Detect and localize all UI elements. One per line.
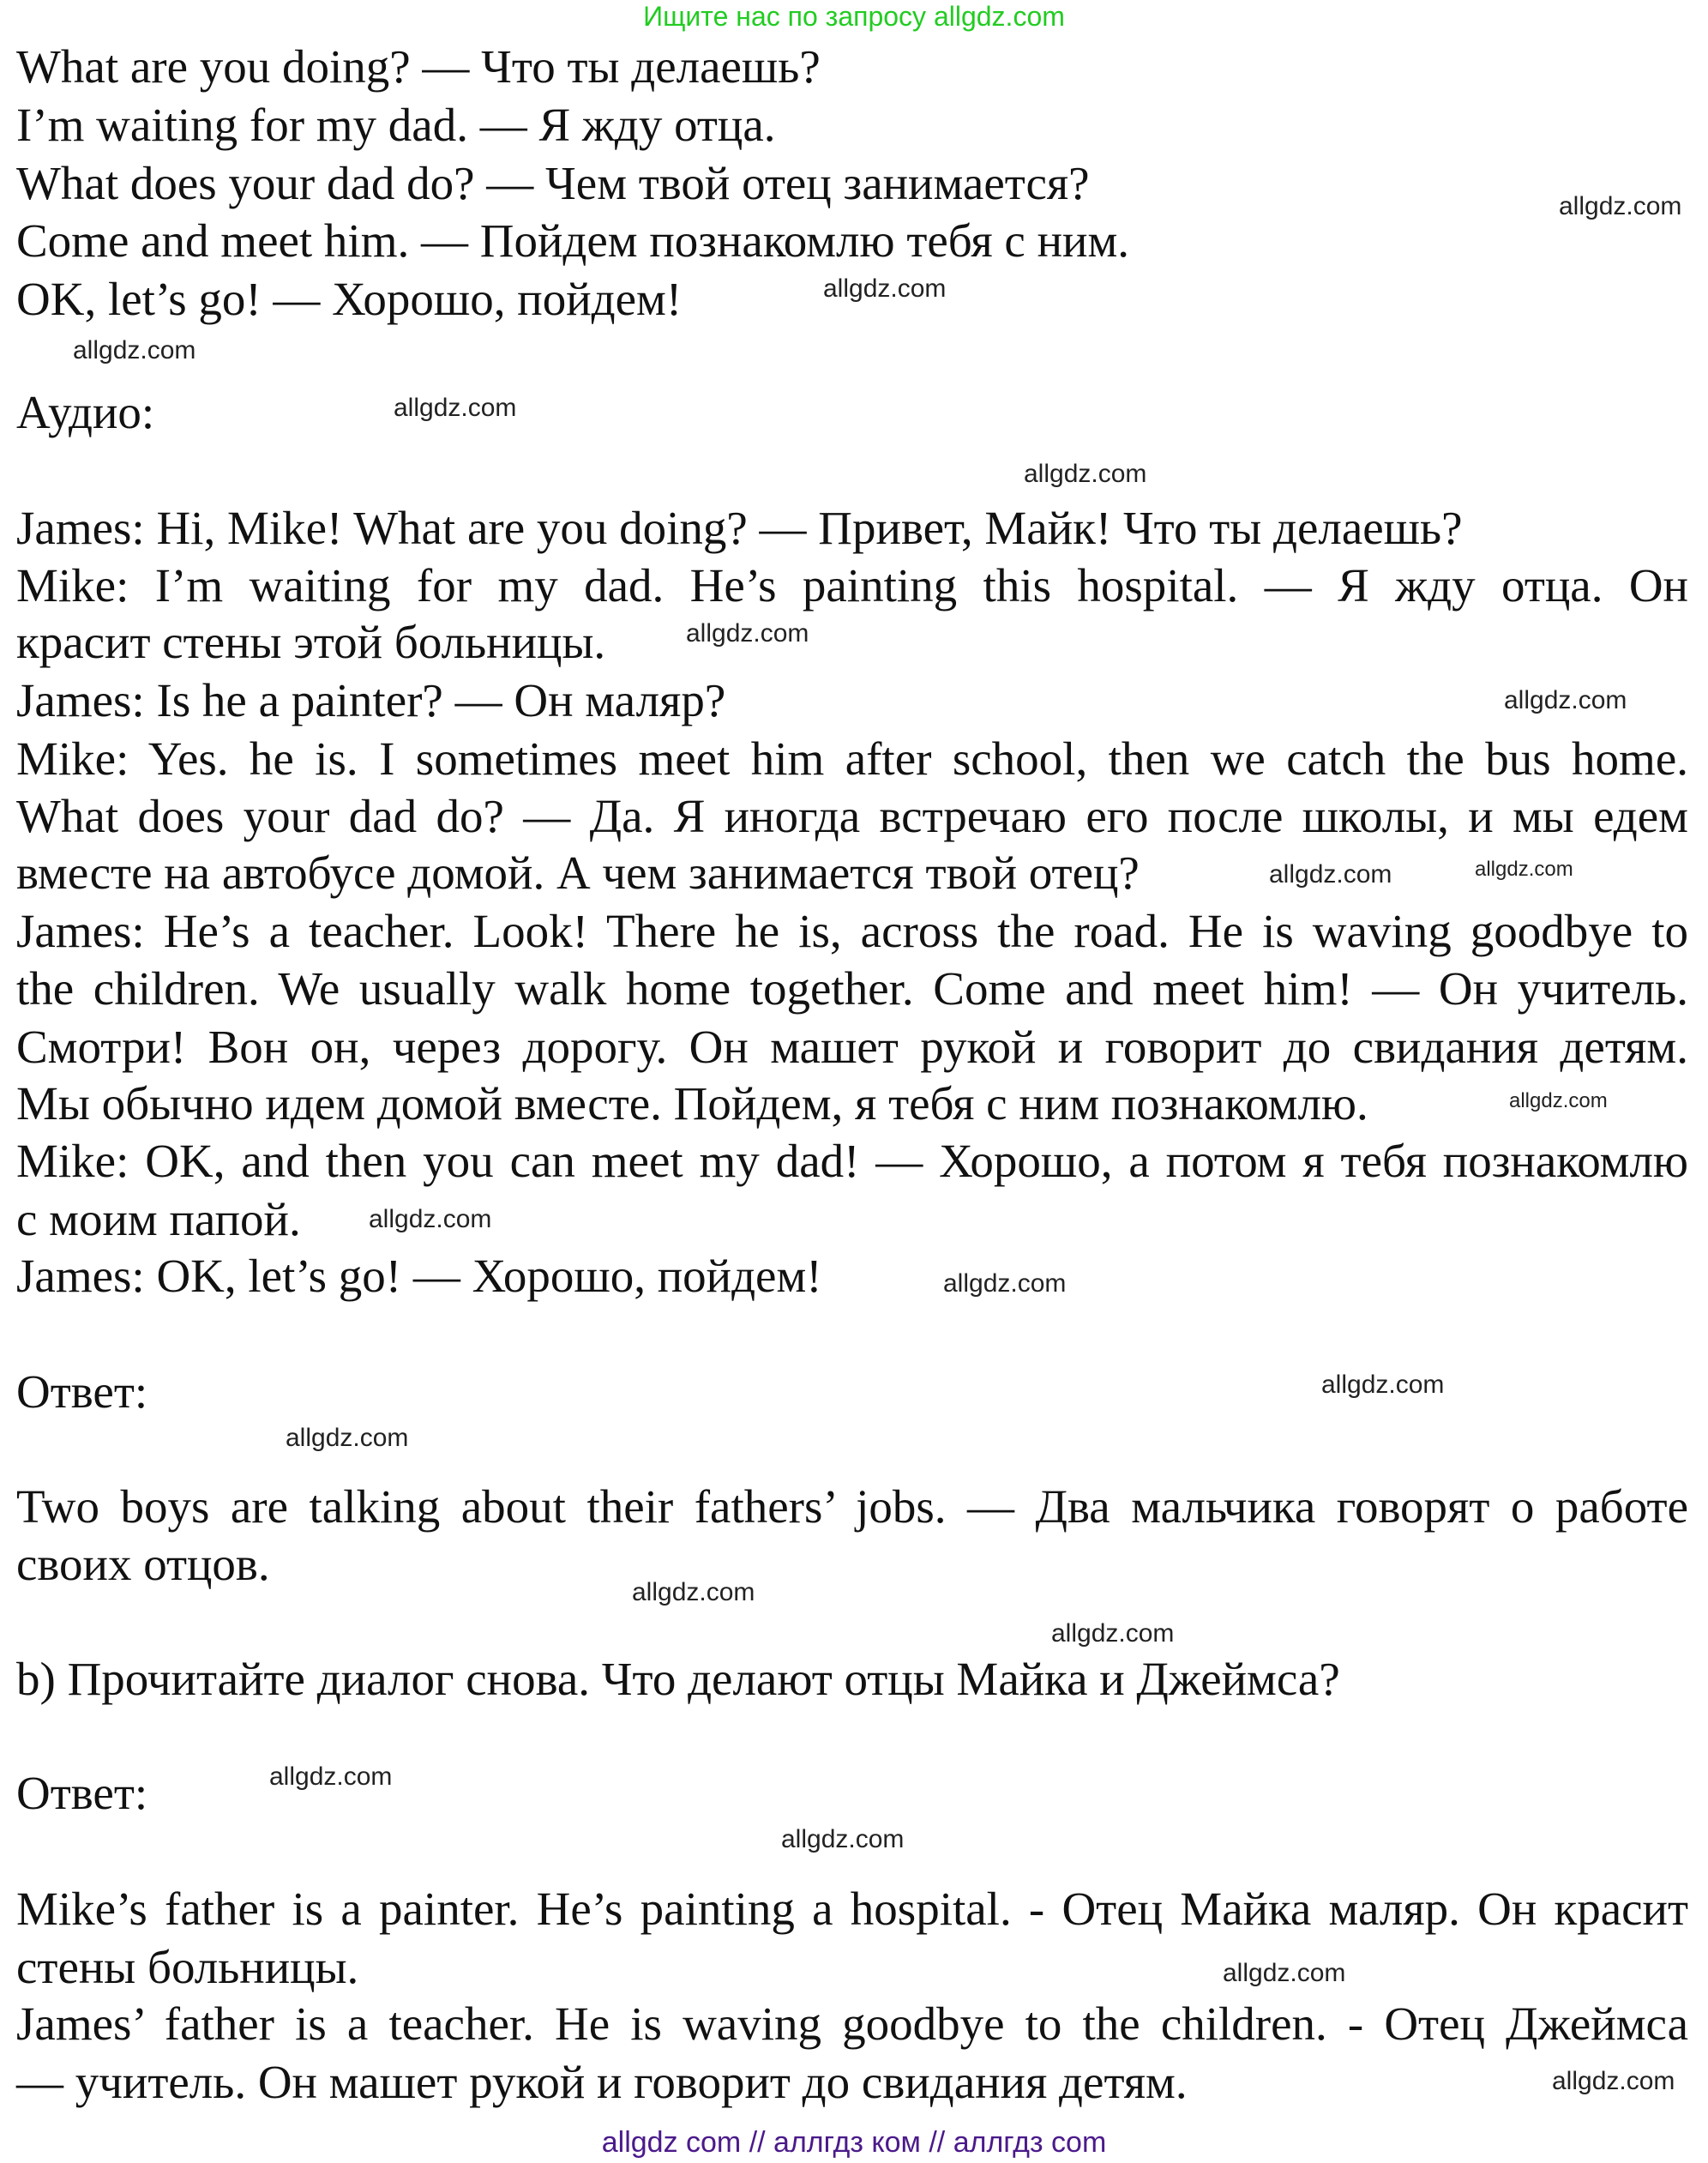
text-line: Mike: I’m waiting for my dad. He’s painting this hospital. — Я жду отца. Он <box>16 559 1688 612</box>
watermark: allgdz.com <box>781 1825 905 1853</box>
watermark: allgdz.com <box>1321 1371 1445 1399</box>
text-line: — учитель. Он машет рукой и говорит до свидания детям. <box>16 2056 1188 2108</box>
watermark: allgdz.com <box>1051 1619 1175 1648</box>
watermark: allgdz.com <box>1024 460 1147 488</box>
header-banner: Ищите нас по запросу allgdz.com <box>643 1 1065 32</box>
text-line: I’m waiting for my dad. — Я жду отца. <box>16 99 776 151</box>
watermark: allgdz.com <box>823 274 947 303</box>
text-line: What does your dad do? — Да. Я иногда встречаю его после школы, и мы едем <box>16 790 1688 842</box>
watermark: allgdz.com <box>1552 2067 1675 2095</box>
text-line: своих отцов. <box>16 1538 270 1590</box>
text-line: Mike: Yes. he is. I sometimes meet him after school, then we catch the bus home. <box>16 732 1688 785</box>
text-line: OK, let’s go! — Хорошо, пойдем! <box>16 273 683 325</box>
text-line: Mike’s father is a painter. He’s painting a hospital. - Отец Майка маляр. Он красит <box>16 1883 1688 1935</box>
watermark: allgdz.com <box>1475 858 1573 881</box>
text-line: What are you doing? — Что ты делаешь? <box>16 40 821 93</box>
text-line: Two boys are talking about their fathers’ jobs. — Два мальчика говорят о работе <box>16 1480 1688 1533</box>
watermark: allgdz.com <box>1509 1089 1608 1112</box>
text-line: Смотри! Вон он, через дорогу. Он машет рукой и говорит до свидания детям. <box>16 1021 1688 1073</box>
text-line: Мы обычно идем домой вместе. Пойдем, я тебя с ним познакомлю. <box>16 1077 1368 1130</box>
watermark: allgdz.com <box>286 1424 409 1452</box>
watermark: allgdz.com <box>1559 192 1682 220</box>
watermark: allgdz.com <box>269 1762 393 1791</box>
watermark: allgdz.com <box>369 1205 492 1233</box>
watermark: allgdz.com <box>943 1269 1067 1298</box>
watermark: allgdz.com <box>632 1578 755 1606</box>
text-line: What does your dad do? — Чем твой отец занимается? <box>16 157 1090 209</box>
text-line: стены больницы. <box>16 1941 359 1993</box>
footer-banner: allgdz com // аллгдз ком // аллгдз com <box>601 2126 1107 2159</box>
text-line: the children. We usually walk home together. Come and meet him! — Он учитель. <box>16 962 1688 1015</box>
section-heading-audio: Аудио: <box>16 386 155 438</box>
watermark: allgdz.com <box>1504 686 1627 714</box>
text-line: Come and meet him. — Пойдем познакомлю тебя с ним. <box>16 214 1130 267</box>
text-line: красит стены этой больницы. <box>16 616 606 668</box>
watermark: allgdz.com <box>73 336 196 365</box>
text-line: вместе на автобусе домой. А чем занимается твой отец? <box>16 847 1140 899</box>
text-line: Mike: OK, and then you can meet my dad! — Хорошо, а потом я тебя познакомлю <box>16 1135 1688 1187</box>
text-line: James’ father is a teacher. He is waving goodbye to the children. - Отец Джеймса <box>16 1997 1688 2050</box>
text-line: с моим папой. <box>16 1193 301 1245</box>
text-line: James: Hi, Mike! What are you doing? — Привет, Майк! Что ты делаешь? <box>16 502 1463 554</box>
section-heading-answer: Ответ: <box>16 1365 148 1418</box>
section-heading-answer: Ответ: <box>16 1767 148 1819</box>
text-line: James: OK, let’s go! — Хорошо, пойдем! <box>16 1250 822 1302</box>
watermark: allgdz.com <box>394 394 517 422</box>
watermark: allgdz.com <box>1269 860 1392 889</box>
task-heading: b) Прочитайте диалог снова. Что делают отцы Майка и Джеймса? <box>16 1653 1340 1705</box>
text-line: James: Is he a painter? — Он маляр? <box>16 674 726 726</box>
watermark: allgdz.com <box>1223 1959 1346 1987</box>
text-line: James: He’s a teacher. Look! There he is, across the road. He is waving goodbye to <box>16 905 1688 957</box>
watermark: allgdz.com <box>686 619 809 648</box>
